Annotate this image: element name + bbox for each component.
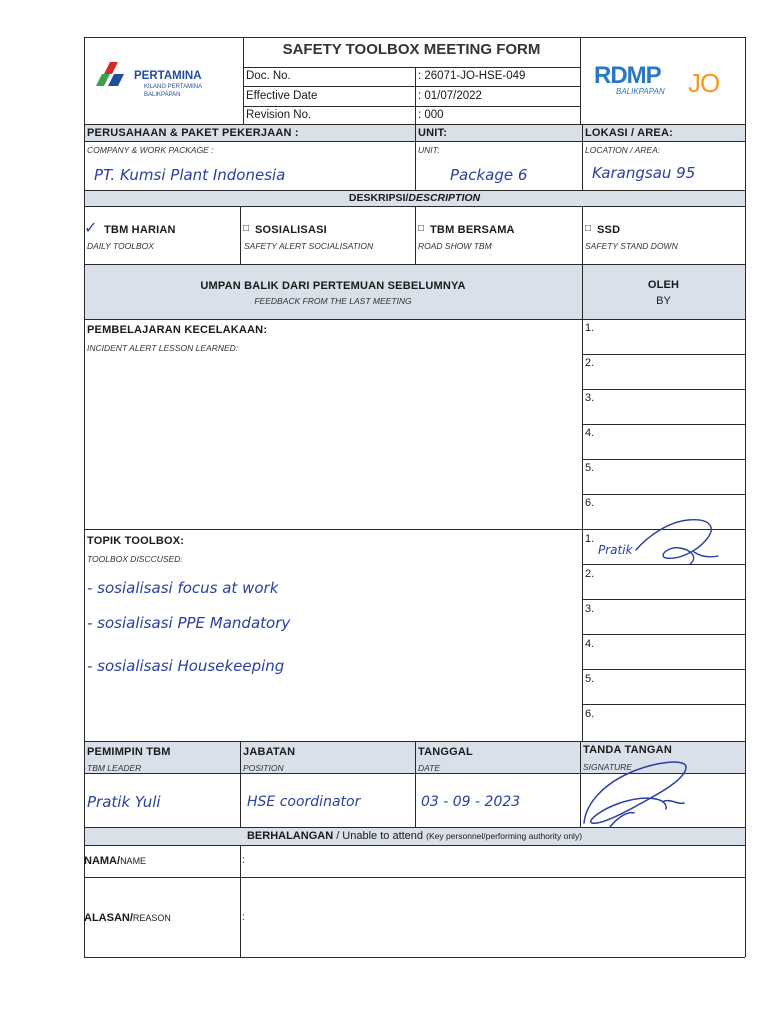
revision-label: Revision No. <box>246 109 312 121</box>
rdmp-logo-jo: JO <box>688 68 720 98</box>
tbm-harian-checkmark[interactable]: ✓ <box>84 218 98 237</box>
description-label-en: DESCRIPTION <box>408 192 481 204</box>
doc-no-value: : 26071-JO-HSE-049 <box>418 70 526 82</box>
incident-number: 2. <box>585 357 595 369</box>
by-label: OLEH <box>647 279 680 291</box>
incident-label: PEMBELAJARAN KECELAKAAN: <box>87 324 268 336</box>
company-sublabel: COMPANY & WORK PACKAGE : <box>87 145 214 155</box>
date-sublabel: DATE <box>418 763 441 773</box>
toolbox-item: - sosialisasi Housekeeping <box>87 657 285 675</box>
company-value: PT. Kumsi Plant Indonesia <box>94 166 286 184</box>
tbm-bersama-sublabel: ROAD SHOW TBM <box>418 241 492 251</box>
feedback-sublabel: FEEDBACK FROM THE LAST MEETING <box>254 296 412 306</box>
location-label: LOKASI / AREA: <box>585 127 673 139</box>
incident-number: 1. <box>585 322 595 334</box>
description-header <box>84 192 745 204</box>
rdmp-logo <box>594 62 734 102</box>
pertamina-logo-sub1: KILANG PERTAMINA <box>144 84 203 90</box>
incident-sublabel: INCIDENT ALERT LESSON LEARNED: <box>87 343 239 353</box>
pertamina-logo <box>94 60 234 110</box>
toolbox-number: 1. <box>585 533 595 545</box>
incident-number: 4. <box>585 427 595 439</box>
location-sublabel: LOCATION / AREA: <box>585 145 661 155</box>
reason-label-en: REASON <box>132 913 171 923</box>
description-label-id: DESKRIPSI/ <box>348 192 409 204</box>
toolbox-sublabel: TOOLBOX DISCCUSED: <box>87 554 183 564</box>
leader-signature-scribble <box>574 753 698 833</box>
effective-date-value: : 01/07/2022 <box>418 90 482 102</box>
reason-label: ALASAN/ <box>84 912 133 924</box>
tbm-bersama-checkbox[interactable]: □ <box>418 223 425 234</box>
pertamina-logo-icon <box>94 62 128 92</box>
feedback-label: UMPAN BALIK DARI PERTEMUAN SEBELUMNYA <box>200 280 466 292</box>
absence-reason-field[interactable]: : <box>242 912 245 923</box>
rdmp-logo-text: RDMP <box>594 62 661 89</box>
unit-label: UNIT: <box>418 127 448 139</box>
sosialisasi-sublabel: SAFETY ALERT SOCIALISATION <box>244 241 374 251</box>
signature-sublabel: SIGNATURE <box>583 762 632 772</box>
toolbox-label: TOPIK TOOLBOX: <box>87 535 185 547</box>
date-label: TANGGAL <box>418 746 473 758</box>
by-sublabel: BY <box>656 295 671 307</box>
absence-header <box>84 830 745 842</box>
toolbox-number: 6. <box>585 708 595 720</box>
ssd-sublabel: SAFETY STAND DOWN <box>585 241 678 251</box>
incident-number: 6. <box>585 497 595 509</box>
tbm-bersama-label: TBM BERSAMA <box>430 224 515 236</box>
position-sublabel: POSITION <box>243 763 284 773</box>
toolbox-number: 2. <box>585 568 595 580</box>
tbm-harian-label: TBM HARIAN <box>104 224 176 236</box>
sosialisasi-checkbox[interactable]: □ <box>243 223 250 234</box>
toolbox-number: 5. <box>585 673 595 685</box>
absence-title-bold: BERHALANGAN <box>246 830 334 842</box>
revision-value: : 000 <box>418 109 444 121</box>
incident-number: 3. <box>585 392 595 404</box>
form-title: SAFETY TOOLBOX MEETING FORM <box>282 41 541 58</box>
unit-value: Package 6 <box>450 166 528 184</box>
date-value: 03 - 09 - 2023 <box>421 794 521 810</box>
signature-label: TANDA TANGAN <box>583 744 672 756</box>
leader-sublabel: TBM LEADER <box>87 763 142 773</box>
toolbox-number: 3. <box>585 603 595 615</box>
doc-no-label: Doc. No. <box>246 70 291 82</box>
ssd-checkbox[interactable]: □ <box>585 223 592 234</box>
leader-value: Pratik Yuli <box>87 793 161 811</box>
tbm-harian-sublabel: DAILY TOOLBOX <box>87 241 154 251</box>
effective-date-label: Effective Date <box>246 90 318 102</box>
toolbox-signature-scribble <box>628 516 728 568</box>
toolbox-first-signer: Pratik <box>598 543 633 557</box>
location-value: Karangsau 95 <box>592 164 696 182</box>
absence-title-rest: / Unable to attend <box>333 830 424 842</box>
sosialisasi-label: SOSIALISASI <box>255 224 327 236</box>
absence-name-field[interactable]: : <box>242 855 245 866</box>
incident-number: 5. <box>585 462 595 474</box>
unit-sublabel: UNIT: <box>418 145 440 155</box>
name-label: NAMA/ <box>84 855 121 867</box>
ssd-label: SSD <box>597 224 621 236</box>
toolbox-number: 4. <box>585 638 595 650</box>
position-value: HSE coordinator <box>247 794 361 810</box>
company-label: PERUSAHAAN & PAKET PEKERJAAN : <box>87 127 299 139</box>
name-label-en: NAME <box>120 856 147 866</box>
pertamina-logo-text: PERTAMINA <box>134 70 202 82</box>
toolbox-item: - sosialisasi focus at work <box>87 579 279 597</box>
pertamina-logo-sub2: BALIKPAPAN <box>144 92 181 98</box>
rdmp-logo-sub: BALIKPAPAN <box>616 87 665 96</box>
leader-label: PEMIMPIN TBM <box>87 746 171 758</box>
absence-reason-label <box>84 912 171 924</box>
position-label: JABATAN <box>243 746 296 758</box>
absence-name-label <box>84 855 146 867</box>
toolbox-item: - sosialisasi PPE Mandatory <box>87 614 291 632</box>
absence-title-note: (Key personnel/performing authority only) <box>426 831 583 841</box>
